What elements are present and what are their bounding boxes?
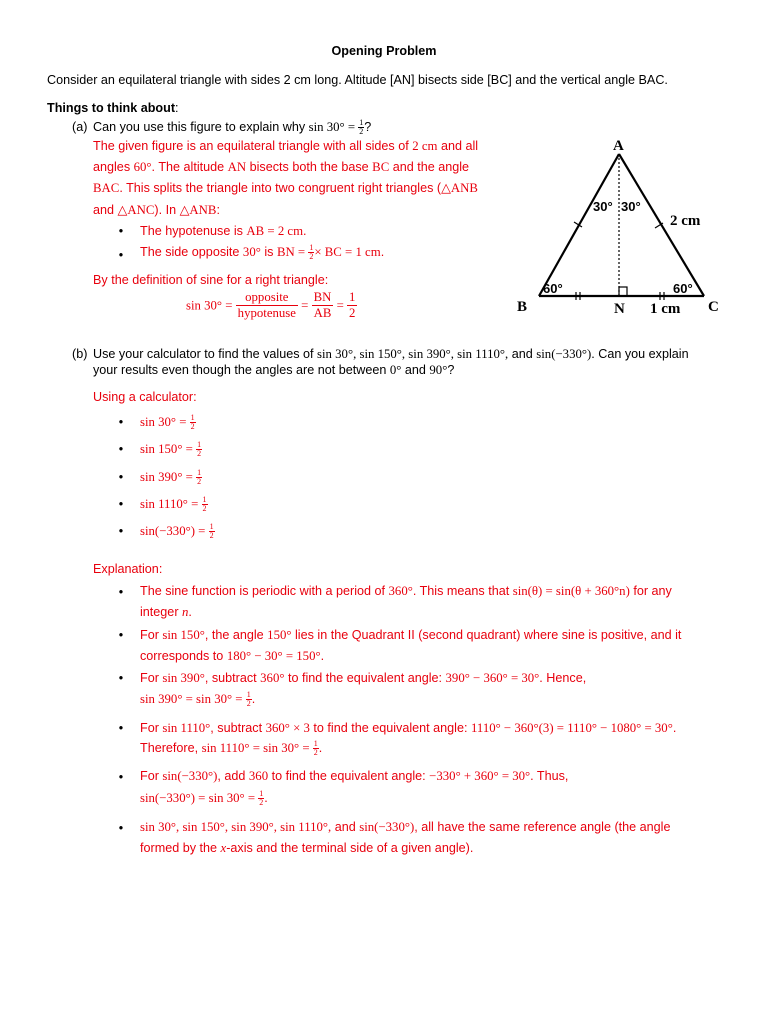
explanation-item-5-line1: For sin(−330°), add 360 to find the equivalent angle: −330° + 360° = 30°. Thus, <box>140 769 569 783</box>
vertex-c-label: C <box>708 299 719 315</box>
answer-a-line3: BAC. This splits the triangle into two congruent right triangles (△ANB <box>93 181 478 195</box>
explanation-item-5-line2: sin(−330°) = sin 30° = $\frac{1}{2}$ . <box>140 789 268 807</box>
calculator-result-item: sin 390° = $\frac{1}{2}$ <box>140 468 202 486</box>
explanation-item-1-line2: integer n. <box>140 605 192 619</box>
explanation-item-6-line2: formed by the x-axis and the terminal side of a given angle). <box>140 841 474 855</box>
bullet-icon: • <box>118 585 124 599</box>
answer-a-bullet2: The side opposite 30° is BN = $\frac{1}{2}$ × BC = 1 cm. <box>140 243 385 261</box>
bullet-icon: • <box>118 224 124 238</box>
calculator-result-item: sin 30° = $\frac{1}{2}$ <box>140 413 195 431</box>
bullet-icon: • <box>118 524 124 538</box>
equilateral-triangle-diagram <box>514 134 730 316</box>
explanation-item-2-line2: corresponds to 180° − 30° = 150°. <box>140 649 325 663</box>
point-n-label: N <box>614 301 625 316</box>
explanation-item-3-line2: sin 390° = sin 30° = $\frac{1}{2}$ . <box>140 690 256 708</box>
explanation-heading: Explanation: <box>93 562 163 576</box>
calculator-result-item: sin 1110° = $\frac{1}{2}$ <box>140 495 207 513</box>
page-title: Opening Problem <box>331 44 437 58</box>
sine-definition-text: By the definition of sine for a right triangle: <box>93 273 329 287</box>
explanation-item-4-line1: For sin 1110°, subtract 360° × 3 to find the equivalent angle: 1110° − 360°(3) = 1110° − 1080° = 30°. <box>140 721 677 735</box>
bullet-icon: • <box>118 628 124 642</box>
angle-bac-right-label: 30° <box>621 199 641 214</box>
bullet-icon: • <box>118 442 124 456</box>
things-heading: Things to think about: <box>47 101 179 115</box>
bullet-icon: • <box>118 770 124 784</box>
sine-equation: sin 30° = opposite hypotenuse = $\frac{BN}{AB}$ = $\frac{1}{2}$ <box>186 290 356 321</box>
angle-b-label: 60° <box>543 281 563 296</box>
answer-a-line2: angles 60°. The altitude AN bisects both the base BC and the angle <box>93 160 470 174</box>
question-b-line1: (b) Use your calculator to find the values of sin 30°, sin 150°, sin 390°, sin 1110°, and sin(−330°). Can you explain <box>72 347 689 361</box>
explanation-item-3-line1: For sin 390°, subtract 360° to find the equivalent angle: 390° − 360° = 30°. Hence, <box>140 671 587 685</box>
explanation-item-4-line2: Therefore, sin 1110° = sin 30° = $\frac{1}{2}$ . <box>140 739 323 757</box>
answer-a-bullet1: The hypotenuse is AB = 2 cm. <box>140 224 307 238</box>
angle-c-label: 60° <box>673 281 693 296</box>
side-length-label: 2 cm <box>670 213 701 229</box>
bullet-icon: • <box>118 248 124 262</box>
bullet-icon: • <box>118 671 124 685</box>
using-calculator-text: Using a calculator: <box>93 390 197 404</box>
vertex-a-label: A <box>613 138 624 154</box>
base-half-length-label: 1 cm <box>650 301 681 316</box>
question-b-line2: your results even though the angles are not between 0° and 90°? <box>93 363 455 377</box>
bullet-icon: • <box>118 497 124 511</box>
angle-bac-left-label: 30° <box>593 199 613 214</box>
vertex-b-label: B <box>517 299 528 315</box>
bullet-icon: • <box>118 821 124 835</box>
bullet-icon: • <box>118 470 124 484</box>
explanation-item-6-line1: sin 30°, sin 150°, sin 390°, sin 1110°, and sin(−330°), all have the same reference angle (the angle <box>140 820 671 834</box>
answer-a-line1: The given figure is an equilateral triangle with all sides of 2 cm and all <box>93 139 479 153</box>
calculator-result-item: sin 150° = $\frac{1}{2}$ <box>140 440 202 458</box>
right-angle-marker <box>619 287 627 296</box>
question-a: (a) Can you use this figure to explain why sin 30° = $\frac{1}{2}$ ? <box>72 118 372 136</box>
bullet-icon: • <box>118 721 124 735</box>
calculator-result-item: sin(−330°) = $\frac{1}{2}$ <box>140 522 214 540</box>
bullet-icon: • <box>118 415 124 429</box>
intro-text: Consider an equilateral triangle with sides 2 cm long. Altitude [AN] bisects side [BC] and the vertical angle BAC. <box>47 73 668 87</box>
answer-a-line4: and △ANC). In △ANB: <box>93 203 220 217</box>
explanation-item-2-line1: For sin 150°, the angle 150° lies in the Quadrant II (second quadrant) where sine is positive, and it <box>140 628 682 642</box>
explanation-item-1-line1: The sine function is periodic with a period of 360°. This means that sin(θ) = sin(θ + 360°n) for any <box>140 584 672 598</box>
